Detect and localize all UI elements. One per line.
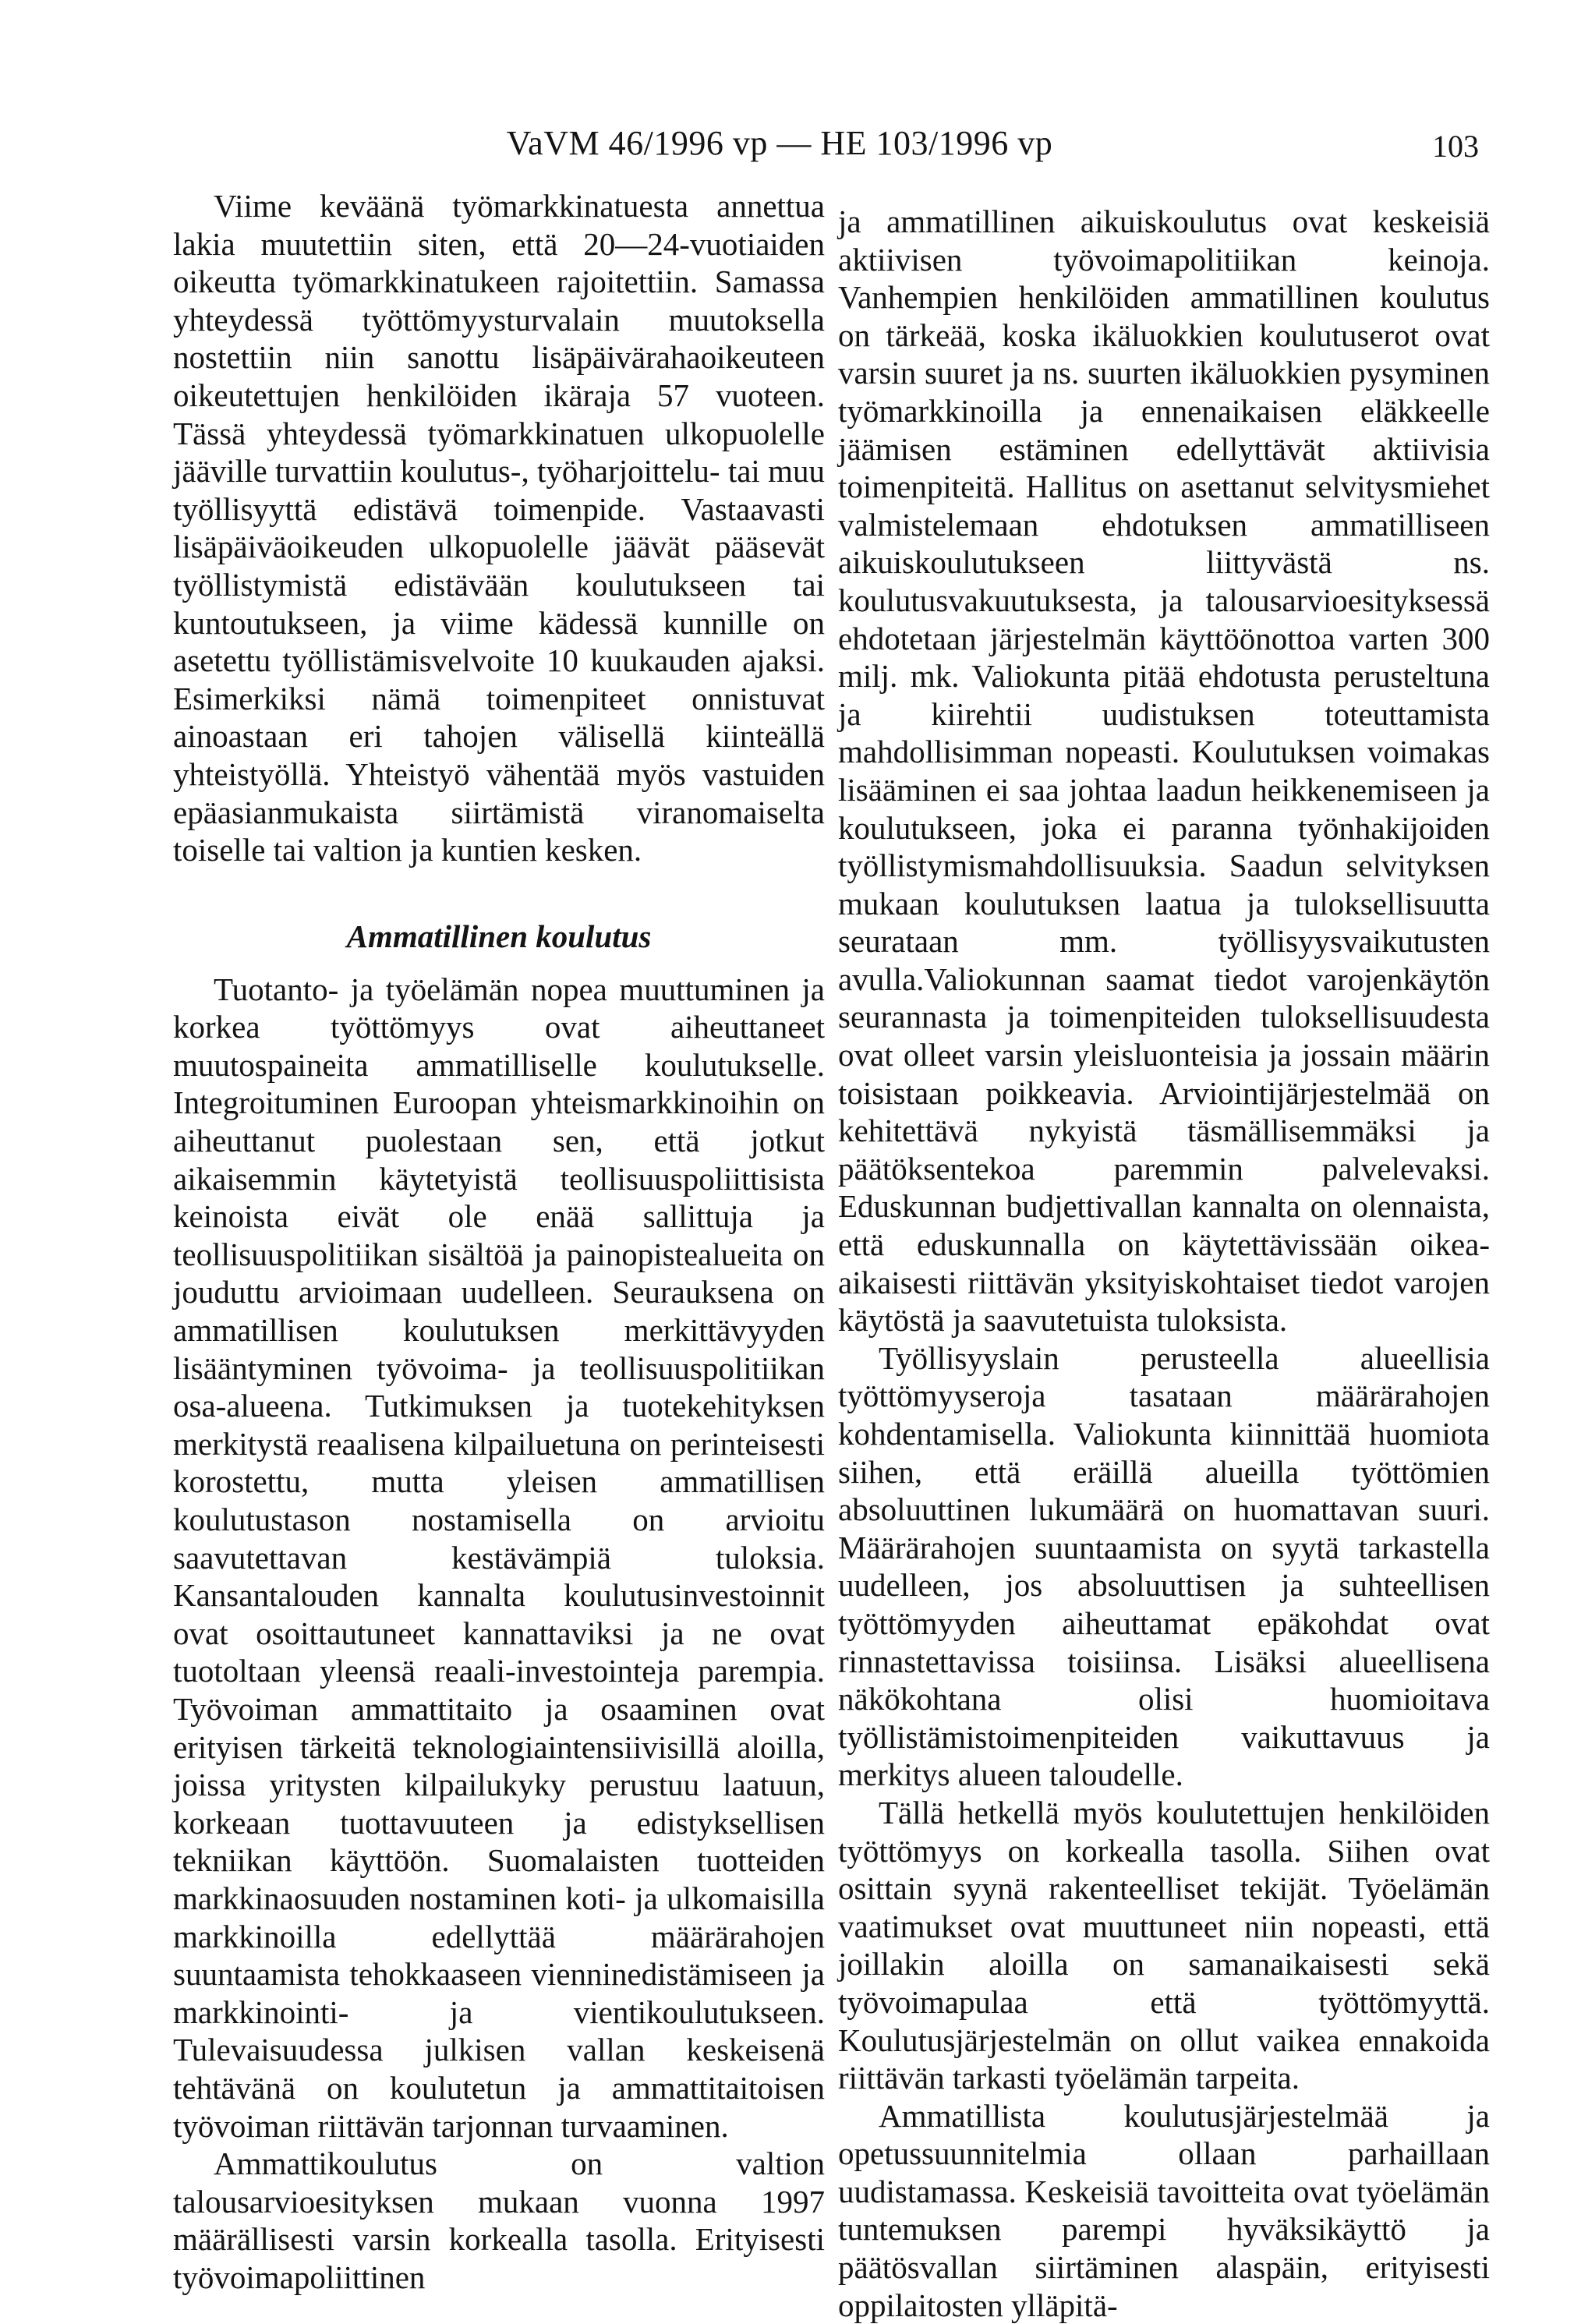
left-column — [173, 187, 825, 2296]
paragraph-regional-unemployment: Työllisyyslain perusteella alueellisia työttömyyseroja tasataan määrärahojen kohdentamisella. Valiokunta kiinnittää huomiota siihen, että eräillä alueilla työttömien absoluuttinen lukumäärä on huomattavan suuri. Määrärahojen suuntaamista on syytä tarkastella uudelleen, jos absoluuttisen ja suhteellisen työttömyyden aiheuttamat epäkohdat ovat rinnastettavissa toisiinsa. Lisäksi alueellisena näkökohtana olisi huomioitava työllistämistoimenpiteiden vaikuttavuus ja merkitys alueen taloudelle. — [838, 1339, 1490, 1793]
paragraph-educated-unemployment: Tällä hetkellä myös koulutettujen henkilöiden työttömyys on korkealla tasolla. Siihen ovat osittain syynä rakenteelliset tekijät. Työelämän vaatimukset ovat muuttuneet niin nopeasti, että joillakin aloilla on samanaikaisesti sekä työvoimapulaa että työttömyyttä. Koulutusjärjestelmän on ollut vaikea ennakoida riittävän tarkasti työelämän tarpeita. — [838, 1794, 1490, 2096]
section-heading-vocational-education: Ammatillinen koulutus — [346, 918, 652, 954]
paragraph-unemployment-benefit: Viime keväänä työmarkkinatuesta annettua lakia muutettiin siten, että 20—24-vuotiaiden oikeutta työmarkkinatukeen rajoitettiin. Samassa yhteydessä työttömyysturvalain muutoksella nostettiin niin sanottu lisäpäivärahaoikeuteen oikeutettujen henkilöiden ikäraja 57 vuoteen. Tässä yhteydessä työmarkkinatuen ulkopuolelle jääville turvattiin koulutus-, työharjoittelu- tai muu työllisyyttä edistävä toimenpide. Vastaavasti lisäpäiväoikeuden ulkopuolelle jäävät pääsevät työllistymistä edistävään koulutukseen tai kuntoutukseen, ja viime kädessä kunnille on asetettu työllistämisvelvoite 10 kuukauden ajaksi. Esimerkiksi nämä toimenpiteet onnistuvat ainoastaan eri tahojen välisellä kiinteällä yhteistyöllä. Yhteistyö vähentää myös vastuiden epäasianmukaista siirtämistä viranomaiselta toiselle tai valtion ja kuntien kesken. — [173, 188, 825, 868]
right-column — [838, 203, 1490, 2324]
paragraph-vocational-education: Tuotanto- ja työelämän nopea muuttuminen ja korkea työttömyys ovat aiheuttaneet muutospaineita ammatilliselle koulutukselle. Integroituminen Euroopan yhteismarkkinoihin on aiheuttanut puolestaan sen, että jotkut aikaisemmin käytetyistä teollisuuspoliittisista keinoista eivät ole enää sallittuja ja teollisuuspolitiikan sisältöä ja painopistealueita on jouduttu arvioimaan uudelleen. Seurauksena on ammatillisen koulutuksen merkittävyyden lisääntyminen työvoima- ja teollisuuspolitiikan osa-alueena. Tutkimuksen ja tuotekehityksen merkitystä reaalisena kilpailuetuna on perinteisesti korostettu, mutta yleisen ammatillisen koulutustason nostamisella on arvioitu saavutettavan kestävämpiä tuloksia. Kansantalouden kannalta koulutusinvestoinnit ovat osoittautuneet kannattaviksi ja ne ovat tuotoltaan yleensä reaali-investointeja parempia. Työvoiman ammattitaito ja osaaminen ovat erityisen tärkeitä teknologiaintensiivisillä aloilla, joissa yritysten kilpailukyky perustuu laatuun, korkeaan tuottavuuteen ja edistyksellisen tekniikan käyttöön. Suomalaisten tuotteiden markkinaosuuden nostaminen koti- ja ulkomaisilla markkinoilla edellyttää määrärahojen suuntaamista tehokkaaseen vienninedistämiseen ja markkinointi- ja vientikoulutukseen. Tulevaisuudessa julkisen vallan keskeisenä tehtävänä on koulutetun ja ammattitaitoisen työvoiman riittävän tarjonnan turvaaminen. — [173, 971, 825, 2144]
paragraph-vocational-budget: Ammattikoulutus on valtion talousarvioesityksen mukaan vuonna 1997 määrällisesti varsin korkealla tasolla. Erityisesti työvoimapoliittinen — [173, 2145, 825, 2295]
paragraph-curriculum-reform: Ammatillista koulutusjärjestelmää ja opetussuunnitelmia ollaan parhaillaan uudistamassa. Keskeisiä tavoitteita ovat työelämän tuntemuksen parempi hyväksikäyttö ja päätösvallan siirtäminen alaspäin, erityisesti oppilaitosten ylläpitä- — [838, 2097, 1490, 2323]
page-header — [0, 123, 1574, 178]
paragraph-adult-education: ja ammatillinen aikuiskoulutus ovat keskeisiä aktiivisen työvoimapolitiikan keinoja. Vanhempien henkilöiden ammatillinen koulutus on tärkeää, koska ikäluokkien koulutuserot ovat varsin suuret ja ns. suurten ikäluokkien pysyminen työmarkkinoilla ja ennenaikaisen eläkkeelle jäämisen estäminen edellyttävät aktiivisia toimenpiteitä. Hallitus on asettanut selvitysmiehet valmistelemaan ehdotuksen ammatilliseen aikuiskoulutukseen liittyvästä ns. koulutusvakuutuksesta, ja talousarvioesityksessä ehdotetaan järjestelmän käyttöönottoa varten 300 milj. mk. Valiokunta pitää ehdotusta perusteltuna ja kiirehtii uudistuksen toteuttamista mahdollisimman nopeasti. Koulutuksen voimakas lisääminen ei saa johtaa laadun heikkenemiseen ja koulutukseen, joka ei paranna työnhakijoiden työllistymismahdollisuuksia. Saadun selvityksen mukaan koulutuksen laatua ja tuloksellisuutta seurataan mm. työllisyysvaikutusten avulla.Valiokunnan saamat tiedot varojenkäytön seurannasta ja toimenpiteiden tuloksellisuudesta ovat olleet varsin yleisluonteisia ja jossain määrin toisistaan poikkeavia. Arviointijärjestelmää on kehitettävä nykyistä täsmällisemmäksi ja päätöksentekoa paremmin palvelevaksi. Eduskunnan budjettivallan kannalta on olennaista, että eduskunnalla on käytettävissään oikea-aikaisesti riittävän yksityiskohtaiset tiedot varojen käytöstä ja saavutetuista tuloksista. — [838, 203, 1490, 1339]
running-head: VaVM 46/1996 vp — HE 103/1996 vp — [506, 124, 1053, 162]
page-number: 103 — [1432, 129, 1479, 164]
